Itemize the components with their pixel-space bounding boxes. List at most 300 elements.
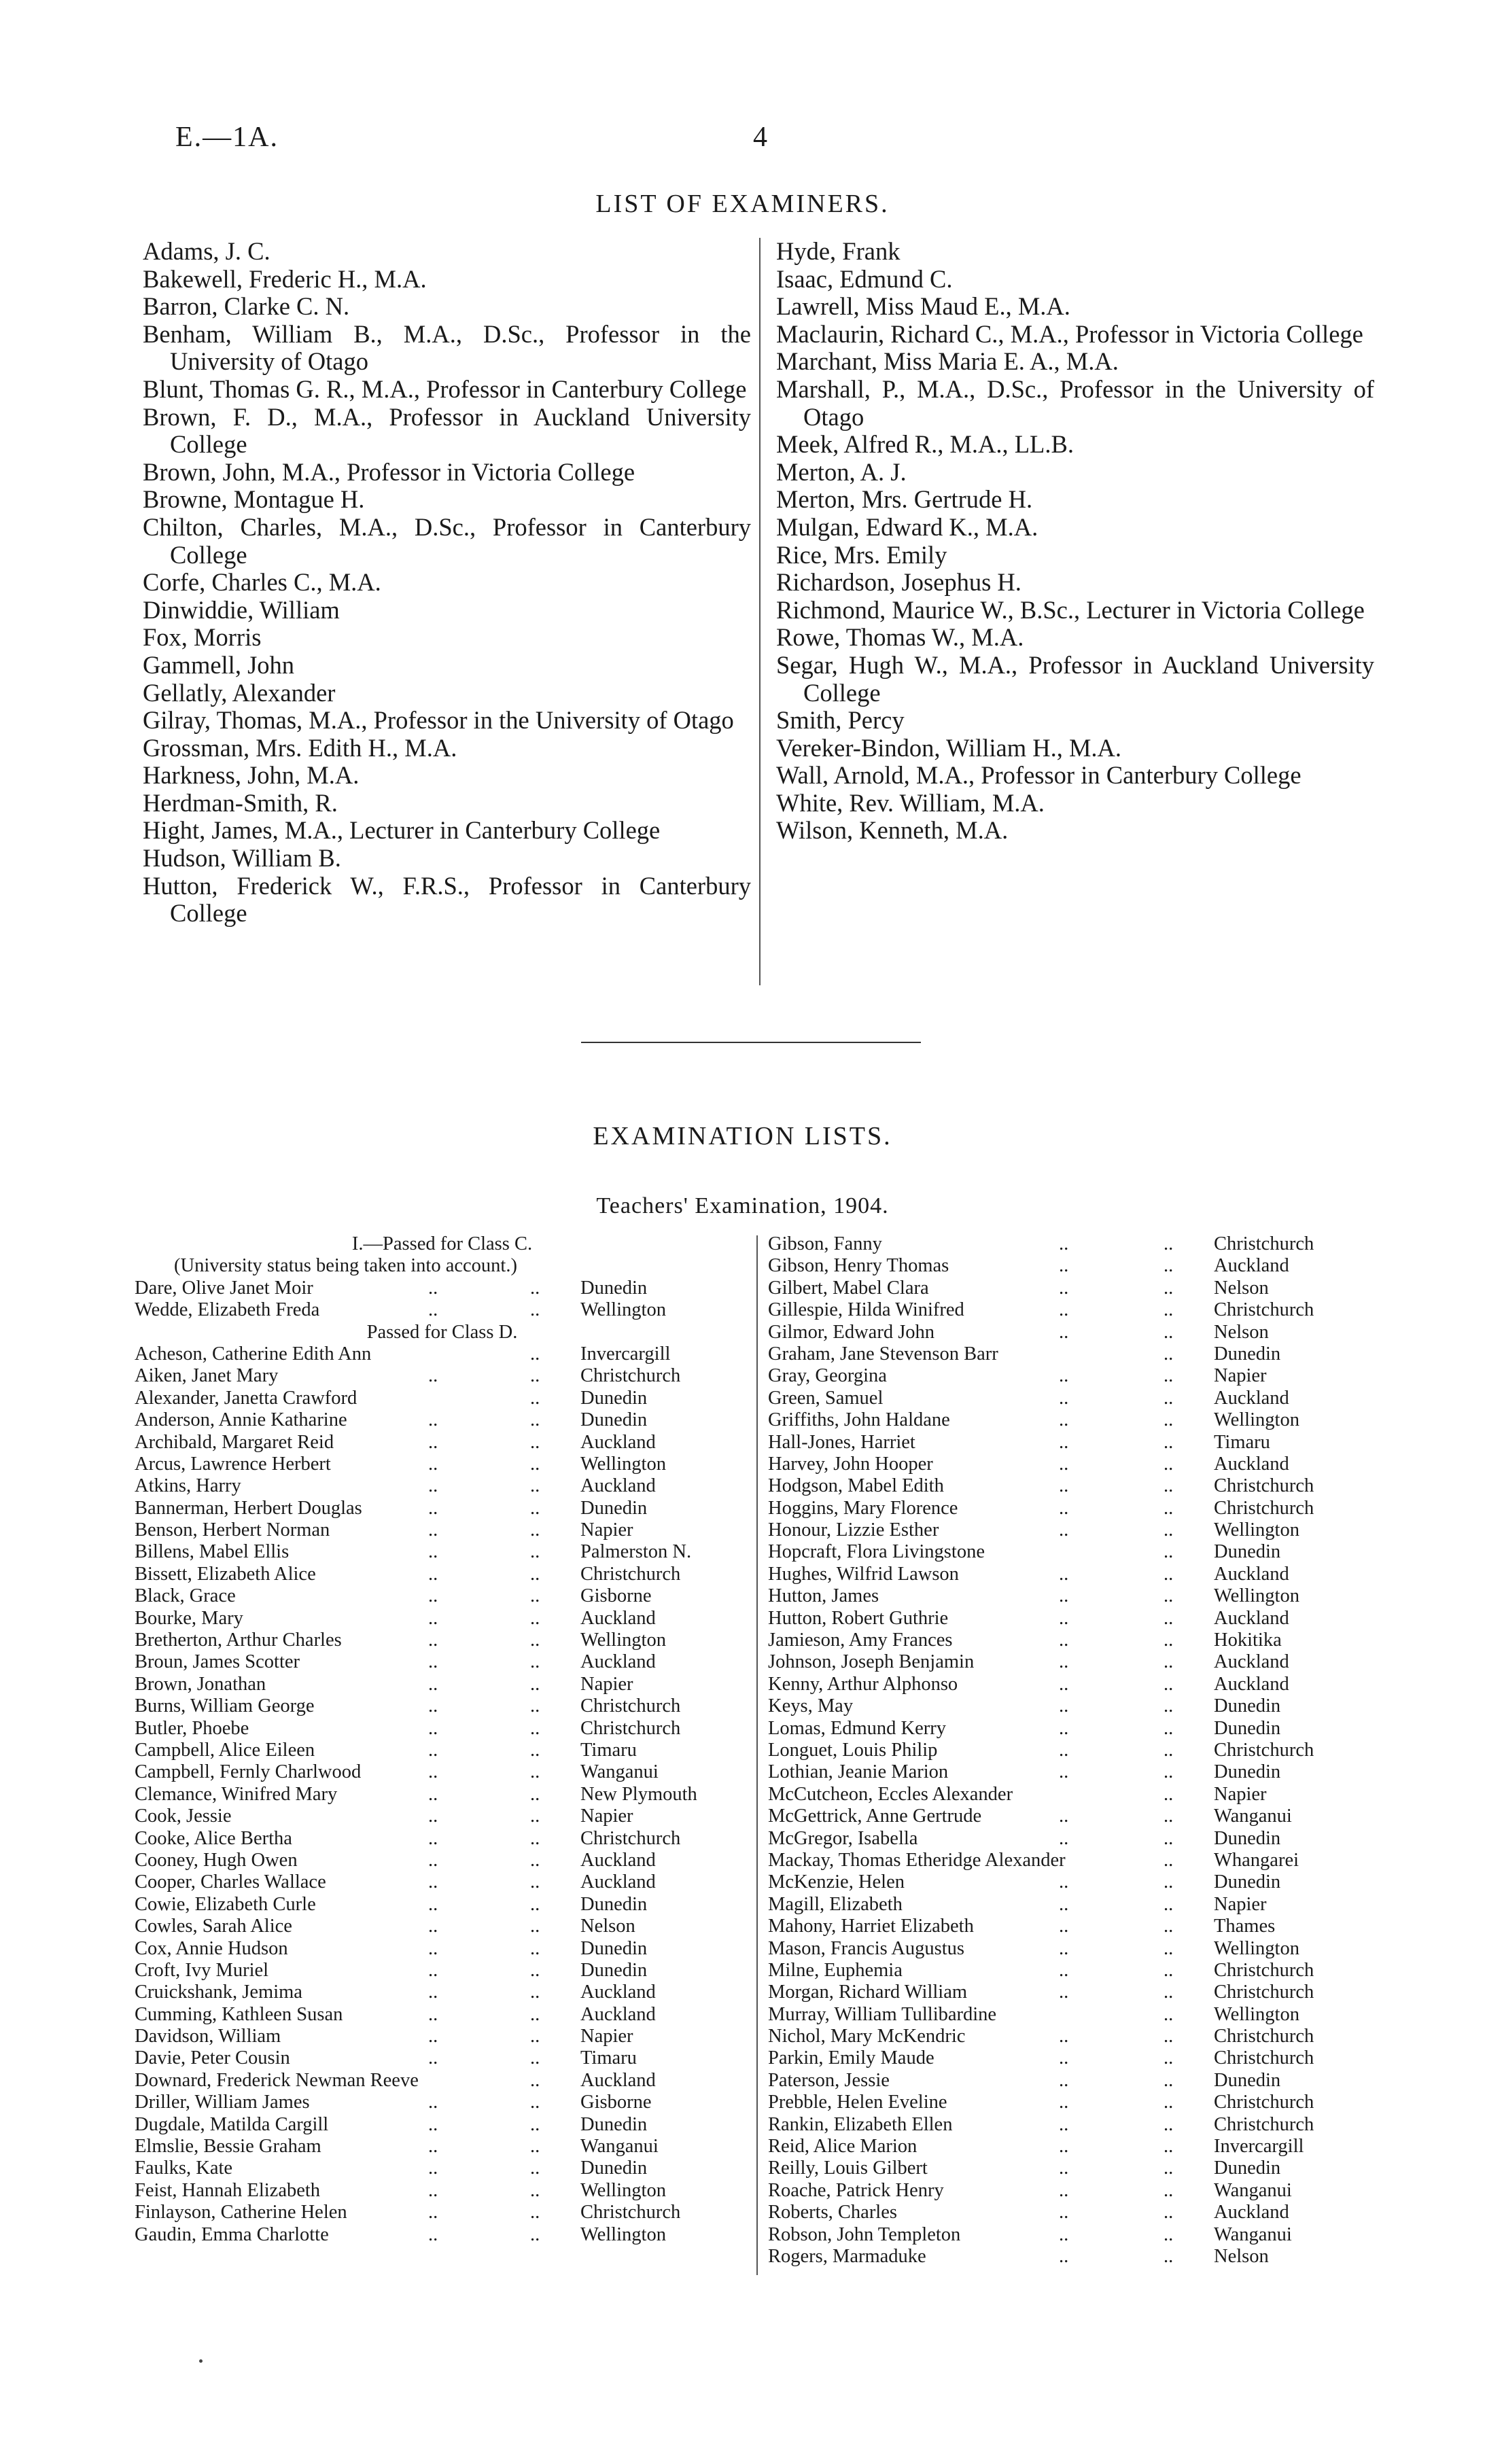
pass-list-row [135, 1519, 750, 1541]
leader-dots: .. [1059, 1959, 1069, 1981]
leader-dots: .. [428, 1806, 438, 1827]
pass-list-row [768, 1674, 1359, 1695]
candidate-name: Anderson, Annie Katharine [135, 1409, 347, 1431]
candidate-name: Acheson, Catherine Edith Ann [135, 1343, 372, 1365]
leader-dots: .. [1059, 1475, 1069, 1497]
pass-list-row [135, 1938, 750, 1960]
candidate-name: Elmslie, Bessie Graham [135, 2136, 321, 2158]
candidate-town: Auckland [580, 1982, 656, 2003]
pass-list-row [135, 2047, 750, 2069]
candidate-town: Dunedin [580, 1959, 648, 1981]
candidate-name: Lothian, Jeanie Marion [768, 1761, 949, 1783]
candidate-town: Napier [580, 2026, 633, 2047]
pass-list-row [768, 1850, 1359, 1871]
leader-dots: .. [428, 1761, 438, 1783]
leader-dots: .. [1164, 1982, 1174, 2003]
pass-list-row [135, 1960, 750, 1982]
candidate-town: Timaru [1214, 1431, 1270, 1453]
examiners-left-column [143, 238, 751, 928]
leader-dots: .. [530, 2136, 540, 2158]
candidate-name: Jamieson, Amy Frances [768, 1630, 953, 1651]
leader-dots: .. [1164, 1541, 1174, 1563]
pass-list-row [135, 1454, 750, 1475]
candidate-town: Nelson [1214, 1277, 1269, 1299]
pass-list-row [135, 2070, 750, 2092]
pass-list-right-column [768, 1233, 1359, 2268]
leader-dots: .. [428, 1717, 438, 1739]
candidate-name: Hall-Jones, Harriet [768, 1431, 915, 1453]
candidate-name: Atkins, Harry [135, 1475, 241, 1497]
candidate-name: Paterson, Jessie [768, 2069, 890, 2091]
leader-dots: .. [428, 2136, 438, 2158]
candidate-name: Prebble, Helen Eveline [768, 2092, 947, 2113]
candidate-town: Christchurch [1214, 1233, 1314, 1254]
candidate-name: Reid, Alice Marion [768, 2136, 918, 2158]
candidate-name: McCutcheon, Eccles Alexander [768, 1783, 1013, 1805]
pass-list-row [768, 1651, 1359, 1673]
candidate-name: Dare, Olive Janet Moir [135, 1277, 313, 1299]
candidate-name: Davie, Peter Cousin [135, 2047, 290, 2069]
examiner-entry: Dinwiddie, William [143, 595, 340, 624]
pass-list-row [135, 1343, 750, 1365]
candidate-town: Auckland [1214, 1563, 1289, 1585]
leader-dots: .. [1164, 1365, 1174, 1387]
leader-dots: .. [428, 1871, 438, 1893]
pass-list-row [768, 1365, 1359, 1387]
candidate-name: Aiken, Janet Mary [135, 1365, 279, 1387]
candidate-town: Wanganui [1214, 2179, 1292, 2201]
pass-list-left-column [135, 1233, 750, 2246]
leader-dots: .. [1164, 1717, 1174, 1739]
leader-dots: .. [530, 1871, 540, 1893]
examiner-entry: Lawrell, Miss Maud E., M.A. [776, 292, 1070, 321]
leader-dots: .. [530, 1827, 540, 1849]
leader-dots: .. [1059, 1717, 1069, 1739]
candidate-name: Hodgson, Mabel Edith [768, 1475, 944, 1497]
candidate-town: Auckland [580, 1849, 656, 1871]
pass-list-row [768, 1585, 1359, 1607]
candidate-name: Burns, William George [135, 1695, 315, 1717]
column-divider [756, 1235, 758, 2275]
leader-dots: .. [1164, 1630, 1174, 1651]
candidate-name: Bissett, Elizabeth Alice [135, 1563, 316, 1585]
candidate-name: Green, Samuel [768, 1387, 884, 1409]
examiner-entry: Corfe, Charles C., M.A. [143, 568, 381, 597]
leader-dots: .. [1059, 2113, 1069, 2135]
pass-list-row [768, 2246, 1359, 2268]
leader-dots: .. [428, 1409, 438, 1431]
pass-list-row [768, 1519, 1359, 1541]
leader-dots: .. [1164, 1563, 1174, 1585]
pass-list-row [135, 1761, 750, 1783]
leader-dots: .. [428, 2202, 438, 2223]
candidate-town: Dunedin [580, 1937, 648, 1959]
leader-dots: .. [1059, 1453, 1069, 1475]
candidate-town: Dunedin [1214, 1343, 1281, 1365]
candidate-town: Dunedin [1214, 1717, 1281, 1739]
candidate-town: Christchurch [1214, 1959, 1314, 1981]
leader-dots: .. [1164, 1871, 1174, 1893]
candidate-name: Broun, James Scotter [135, 1651, 300, 1673]
leader-dots: .. [428, 1541, 438, 1563]
candidate-town: Dunedin [1214, 1541, 1281, 1563]
candidate-name: Campbell, Fernly Charlwood [135, 1761, 362, 1783]
candidate-name: Cruickshank, Jemima [135, 1982, 302, 2003]
examiners-title: LIST OF EXAMINERS. [595, 190, 890, 218]
candidate-name: Hughes, Wilfrid Lawson [768, 1563, 959, 1585]
pass-list-row [768, 1916, 1359, 1937]
leader-dots: .. [530, 1937, 540, 1959]
candidate-town: Auckland [1214, 2202, 1289, 2223]
leader-dots: .. [1059, 2069, 1069, 2091]
leader-dots: .. [530, 2069, 540, 2091]
leader-dots: .. [530, 1585, 540, 1607]
candidate-town: Dunedin [1214, 1871, 1281, 1893]
pass-list-row [768, 1718, 1359, 1740]
leader-dots: .. [1059, 1982, 1069, 2003]
candidate-name: Johnson, Joseph Benjamin [768, 1651, 975, 1673]
pass-list-row [135, 1541, 750, 1563]
candidate-town: Dunedin [580, 1497, 648, 1519]
pass-list-row [768, 2180, 1359, 2202]
examiner-entry: Blunt, Thomas G. R., M.A., Professor in Canterbury College [143, 374, 747, 403]
pass-list-row [768, 1784, 1359, 1806]
candidate-town: Wellington [580, 2179, 666, 2201]
examination-lists-title: EXAMINATION LISTS. [593, 1122, 892, 1150]
document-code: E.—1A. [175, 122, 279, 153]
pass-list-row [768, 1388, 1359, 1409]
pass-list-row [768, 1695, 1359, 1717]
leader-dots: .. [1059, 1585, 1069, 1607]
pass-list-row [135, 2180, 750, 2202]
pass-list-row [135, 1409, 750, 1431]
candidate-name: Cooke, Alice Bertha [135, 1827, 292, 1849]
candidate-name: Billens, Mabel Ellis [135, 1541, 290, 1563]
candidate-town: Palmerston N. [580, 1541, 692, 1563]
candidate-town: Dunedin [580, 1409, 648, 1431]
leader-dots: .. [1059, 1916, 1069, 1937]
candidate-name: Magill, Elizabeth [768, 1893, 903, 1915]
pass-list-row [135, 1278, 750, 1299]
leader-dots: .. [1164, 2003, 1174, 2025]
examiner-entry: Segar, Hugh W., M.A., Professor in Auckland University College [776, 650, 1374, 707]
leader-dots: .. [1059, 1651, 1069, 1673]
teachers-examination-title: Teachers' Examination, 1904. [596, 1193, 889, 1218]
examiner-entry: Chilton, Charles, M.A., D.Sc., Professor in Canterbury College [143, 512, 751, 569]
pass-list-row [135, 1585, 750, 1607]
candidate-name: Harvey, John Hooper [768, 1453, 933, 1475]
pass-list-row [768, 1938, 1359, 1960]
examiner-entry: Brown, F. D., M.A., Professor in Auckland University College [143, 402, 751, 459]
leader-dots: .. [530, 1365, 540, 1387]
column-divider [759, 238, 761, 985]
class-c-heading: I.—Passed for Class C. [351, 1233, 533, 1254]
pass-list-row [135, 2004, 750, 2026]
candidate-town: Dunedin [1214, 1827, 1281, 1849]
examiner-entry: Rowe, Thomas W., M.A. [776, 623, 1024, 652]
leader-dots: .. [428, 1849, 438, 1871]
candidate-town: Nelson [1214, 2245, 1269, 2267]
leader-dots: .. [1059, 1937, 1069, 1959]
leader-dots: .. [428, 1959, 438, 1981]
candidate-town: Christchurch [580, 1717, 681, 1739]
leader-dots: .. [1059, 1761, 1069, 1783]
leader-dots: .. [530, 1695, 540, 1717]
pass-list-row [768, 2070, 1359, 2092]
pass-list-row [135, 1784, 750, 1806]
pass-list-row [768, 1299, 1359, 1321]
leader-dots: .. [530, 1299, 540, 1321]
leader-dots: .. [1059, 2158, 1069, 2179]
candidate-town: Auckland [1214, 1387, 1289, 1409]
leader-dots: .. [428, 1651, 438, 1673]
leader-dots: .. [1059, 2092, 1069, 2113]
leader-dots: .. [1059, 2179, 1069, 2201]
examiner-entry: Richardson, Josephus H. [776, 568, 1021, 597]
pass-list-row [135, 1674, 750, 1695]
candidate-name: Feist, Hannah Elizabeth [135, 2179, 321, 2201]
pass-list-row [135, 1498, 750, 1519]
candidate-name: Butler, Phoebe [135, 1717, 249, 1739]
candidate-town: Napier [580, 1673, 633, 1695]
pass-list-row [768, 1498, 1359, 1519]
leader-dots: .. [428, 1475, 438, 1497]
candidate-name: Finlayson, Catherine Helen [135, 2202, 347, 2223]
pass-list-row [135, 1564, 750, 1585]
leader-dots: .. [530, 2092, 540, 2113]
leader-dots: .. [1059, 1233, 1069, 1254]
leader-dots: .. [1164, 1761, 1174, 1783]
candidate-town: Dunedin [580, 2113, 648, 2135]
candidate-name: Cooper, Charles Wallace [135, 1871, 326, 1893]
candidate-town: Christchurch [1214, 1497, 1314, 1519]
leader-dots: .. [428, 1497, 438, 1519]
candidate-town: Auckland [580, 1475, 656, 1497]
candidate-town: Whangarei [1214, 1849, 1299, 1871]
examiner-entry: White, Rev. William, M.A. [776, 788, 1045, 817]
leader-dots: .. [530, 1673, 540, 1695]
examiner-entry: Fox, Morris [143, 623, 262, 652]
candidate-town: Auckland [580, 1431, 656, 1453]
pass-list-row [768, 2047, 1359, 2069]
leader-dots: .. [428, 1630, 438, 1651]
leader-dots: .. [1059, 1630, 1069, 1651]
candidate-name: Gilmor, Edward John [768, 1321, 935, 1343]
pass-list-row [135, 1388, 750, 1409]
leader-dots: .. [428, 1365, 438, 1387]
candidate-town: Christchurch [580, 2202, 681, 2223]
leader-dots: .. [1059, 1387, 1069, 1409]
candidate-name: Bannerman, Herbert Douglas [135, 1497, 362, 1519]
leader-dots: .. [530, 1541, 540, 1563]
pass-list-row [768, 1740, 1359, 1761]
pass-list-row [768, 1343, 1359, 1365]
candidate-name: Alexander, Janetta Crawford [135, 1387, 357, 1409]
candidate-name: Gray, Georgina [768, 1365, 887, 1387]
leader-dots: .. [1059, 2245, 1069, 2267]
examiner-entry: Hyde, Frank [776, 237, 901, 265]
examiner-entry: Harkness, John, M.A. [143, 761, 360, 790]
candidate-town: Nelson [1214, 1321, 1269, 1343]
candidate-town: Dunedin [580, 1277, 648, 1299]
pass-list-row [768, 1828, 1359, 1850]
examiner-entry: Isaac, Edmund C. [776, 264, 953, 293]
leader-dots: .. [1059, 1607, 1069, 1629]
leader-dots: .. [428, 1982, 438, 2003]
leader-dots: .. [530, 2158, 540, 2179]
pass-list-row [768, 2026, 1359, 2047]
pass-list-row [135, 1871, 750, 1893]
leader-dots: .. [1164, 1695, 1174, 1717]
candidate-town: Wanganui [1214, 1806, 1292, 1827]
leader-dots: .. [428, 1739, 438, 1761]
candidate-town: Napier [580, 1519, 633, 1541]
candidate-town: Wanganui [580, 2136, 659, 2158]
candidate-town: Christchurch [1214, 1475, 1314, 1497]
pass-list-row [768, 2092, 1359, 2113]
examiner-entry: Hudson, William B. [143, 844, 341, 873]
leader-dots: .. [1164, 1387, 1174, 1409]
leader-dots: .. [1164, 2245, 1174, 2267]
leader-dots: .. [1164, 2202, 1174, 2223]
examiner-entry: Merton, A. J. [776, 457, 907, 486]
candidate-name: Mahony, Harriet Elizabeth [768, 1916, 974, 1937]
candidate-name: Morgan, Richard William [768, 1982, 968, 2003]
pass-list-row [768, 1630, 1359, 1651]
candidate-town: Thames [1214, 1916, 1276, 1937]
candidate-name: Hopcraft, Flora Livingstone [768, 1541, 985, 1563]
candidate-name: Gibson, Fanny [768, 1233, 882, 1254]
candidate-town: Christchurch [580, 1563, 681, 1585]
leader-dots: .. [428, 2179, 438, 2201]
candidate-name: Keys, May [768, 1695, 854, 1717]
pass-list-row [135, 1740, 750, 1761]
examiner-entry: Smith, Percy [776, 706, 905, 735]
candidate-name: Campbell, Alice Eileen [135, 1739, 315, 1761]
leader-dots: .. [1059, 1893, 1069, 1915]
candidate-name: Bretherton, Arthur Charles [135, 1630, 342, 1651]
pass-list-row [768, 1894, 1359, 1916]
pass-list-row [768, 1541, 1359, 1563]
candidate-name: Benson, Herbert Norman [135, 1519, 330, 1541]
leader-dots: .. [530, 2223, 540, 2245]
candidate-name: Hutton, James [768, 1585, 879, 1607]
leader-dots: .. [530, 1916, 540, 1937]
leader-dots: .. [1059, 1739, 1069, 1761]
leader-dots: .. [530, 1409, 540, 1431]
leader-dots: .. [1059, 2026, 1069, 2047]
leader-dots: .. [1164, 2026, 1174, 2047]
candidate-town: Auckland [580, 1871, 656, 1893]
leader-dots: .. [1164, 2223, 1174, 2245]
pass-list-row [135, 1608, 750, 1630]
candidate-name: Davidson, William [135, 2026, 281, 2047]
leader-dots: .. [1164, 1959, 1174, 1981]
examiner-entry: Barron, Clarke C. N. [143, 292, 350, 321]
leader-dots: .. [530, 1475, 540, 1497]
leader-dots: .. [428, 1937, 438, 1959]
candidate-town: New Plymouth [580, 1783, 697, 1805]
leader-dots: .. [530, 1982, 540, 2003]
candidate-name: Dugdale, Matilda Cargill [135, 2113, 329, 2135]
candidate-name: Roache, Patrick Henry [768, 2179, 944, 2201]
candidate-name: Faulks, Kate [135, 2158, 233, 2179]
pass-list-row [135, 2224, 750, 2246]
pass-list-row [135, 2158, 750, 2179]
leader-dots: .. [530, 1761, 540, 1783]
candidate-name: Robson, John Templeton [768, 2223, 961, 2245]
leader-dots: .. [1059, 1277, 1069, 1299]
leader-dots: .. [1164, 2136, 1174, 2158]
leader-dots: .. [428, 1453, 438, 1475]
leader-dots: .. [1164, 1453, 1174, 1475]
leader-dots: .. [428, 2047, 438, 2069]
leader-dots: .. [428, 2092, 438, 2113]
candidate-name: Cook, Jessie [135, 1806, 232, 1827]
leader-dots: .. [530, 2202, 540, 2223]
examiner-entry: Grossman, Mrs. Edith H., M.A. [143, 733, 457, 762]
leader-dots: .. [530, 1431, 540, 1453]
leader-dots: .. [1059, 1497, 1069, 1519]
leader-dots: .. [1164, 1321, 1174, 1343]
candidate-town: Napier [1214, 1365, 1267, 1387]
pass-list-row [768, 1982, 1359, 2003]
candidate-name: Bourke, Mary [135, 1607, 243, 1629]
leader-dots: .. [530, 1607, 540, 1629]
leader-dots: .. [1164, 2092, 1174, 2113]
leader-dots: .. [530, 1519, 540, 1541]
leader-dots: .. [530, 1343, 540, 1365]
candidate-name: Murray, William Tullibardine [768, 2003, 997, 2025]
leader-dots: .. [428, 1585, 438, 1607]
leader-dots: .. [1059, 1299, 1069, 1321]
candidate-town: Auckland [1214, 1255, 1289, 1277]
leader-dots: .. [1164, 2179, 1174, 2201]
examiner-entry: Marshall, P., M.A., D.Sc., Professor in the University of Otago [776, 374, 1374, 431]
leader-dots: .. [1059, 1695, 1069, 1717]
pass-list-row [135, 2114, 750, 2136]
leader-dots: .. [1059, 1806, 1069, 1827]
candidate-town: Dunedin [1214, 1761, 1281, 1783]
candidate-name: Longuet, Louis Philip [768, 1739, 938, 1761]
examiner-entry: Gilray, Thomas, M.A., Professor in the University of Otago [143, 706, 734, 735]
candidate-name: Driller, William James [135, 2092, 310, 2113]
candidate-town: Auckland [1214, 1607, 1289, 1629]
pass-list-row [768, 1960, 1359, 1982]
pass-list-row [768, 2202, 1359, 2223]
leader-dots: .. [1059, 1519, 1069, 1541]
leader-dots: .. [530, 2003, 540, 2025]
candidate-town: Invercargill [580, 1343, 671, 1365]
pass-list-row [135, 1475, 750, 1497]
leader-dots: .. [1059, 1563, 1069, 1585]
examiner-entry: Meek, Alfred R., M.A., LL.B. [776, 430, 1074, 459]
examiner-entry: Wall, Arnold, M.A., Professor in Canterbury College [776, 761, 1301, 790]
candidate-name: Cowie, Elizabeth Curle [135, 1893, 316, 1915]
pass-list-row [768, 2114, 1359, 2136]
candidate-town: Christchurch [1214, 2092, 1314, 2113]
leader-dots: .. [1164, 1739, 1174, 1761]
print-speck [199, 2359, 203, 2363]
candidate-name: Graham, Jane Stevenson Barr [768, 1343, 998, 1365]
candidate-name: McGettrick, Anne Gertrude [768, 1806, 982, 1827]
leader-dots: .. [530, 1717, 540, 1739]
leader-dots: .. [428, 1607, 438, 1629]
section-divider [581, 1042, 921, 1043]
leader-dots: .. [428, 1695, 438, 1717]
page-number: 4 [753, 122, 767, 153]
candidate-town: Christchurch [1214, 1299, 1314, 1321]
